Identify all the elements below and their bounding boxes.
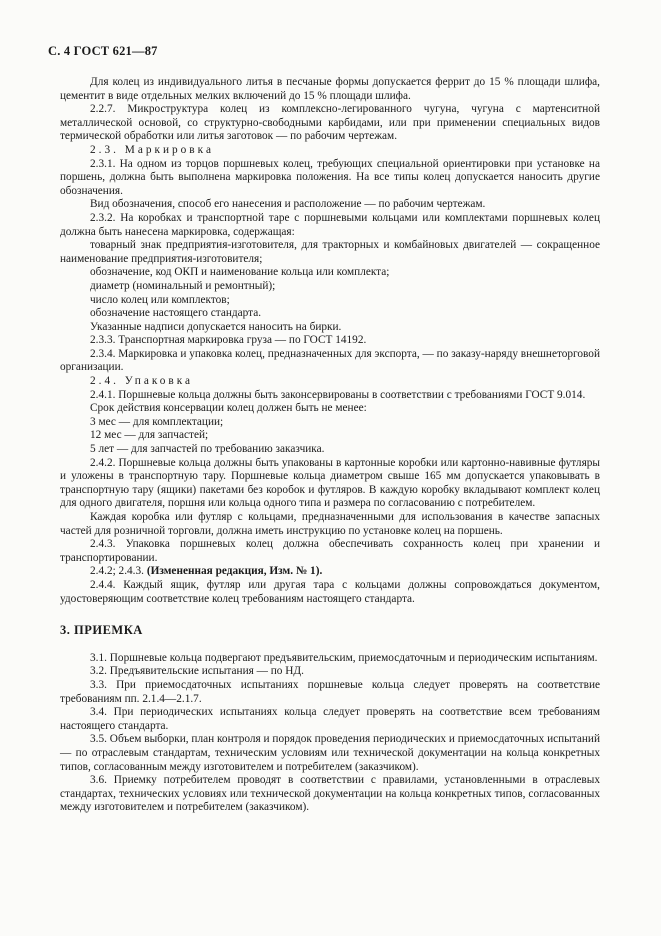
paragraph: 2.2.7. Микроструктура колец из комплексно-легированного чугуна, чугуна с мартенситной металлической основой, со структурно-свободными карбидами, или при применении специальных видов термической обработки или литья заготовок — по рабочим чертежам.	[60, 103, 600, 143]
paragraph: 3.5. Объем выборки, план контроля и порядок проведения периодических и приемосдаточных испытаний — по отраслевым стандартам, техническим условиям или технической документации на кольца конкретных типов, согласованным между изготовителем и потребителем (заказчиком).	[60, 733, 600, 773]
paragraph: число колец или комплектов;	[90, 293, 230, 306]
paragraph: 5 лет — для запчастей по требованию заказчика.	[90, 443, 325, 456]
section-title: 3. ПРИЕМКА	[60, 623, 143, 638]
amendment-label: (Измененная редакция, Изм. № 1).	[146, 565, 323, 578]
paragraph: 3.6. Приемку потребителем проводят в соответствии с правилами, установленными в отраслевых стандартах, технических условиях или технической документации на кольца конкретных типов, согласованных между изготовителем и потребителем (заказчиком).	[60, 774, 600, 814]
paragraph: обозначение, код ОКП и наименование кольца или комплекта;	[90, 266, 390, 279]
paragraph: 2.3.3. Транспортная маркировка груза — по ГОСТ 14192.	[90, 334, 367, 347]
document-body	[60, 76, 600, 815]
paragraph: диаметр (номинальный и ремонтный);	[90, 279, 276, 292]
paragraph: 3.2. Предъявительские испытания — по НД.	[90, 665, 304, 678]
subsection-heading: 2.3. Маркировка	[90, 143, 214, 156]
paragraph: 2.3.1. На одном из торцов поршневых колец, требующих специальной ориентировки при установке на поршень, должна быть выполнена маркировка положения. На все типы колец допускается наносить другие обозначения.	[60, 157, 600, 197]
paragraph: Для колец из индивидуального литья в песчаные формы допускается феррит до 15 % площади шлифа, цементит в виде отдельных мелких включений до 15 % площади шлифа.	[60, 76, 600, 102]
paragraph: Срок действия консервации колец должен быть не менее:	[90, 402, 367, 415]
paragraph: Вид обозначения, способ его нанесения и расположение — по рабочим чертежам.	[90, 198, 486, 211]
paragraph: Указанные надписи допускается наносить на бирки.	[90, 320, 342, 333]
paragraph: 2.4.3. Упаковка поршневых колец должна обеспечивать сохранность колец при хранении и транспортировании.	[60, 538, 600, 564]
paragraph: 2.3.2. На коробках и транспортной таре с поршневыми кольцами или комплектами поршневых колец должна быть нанесена маркировка, содержащая:	[60, 211, 600, 238]
paragraph: 2.4.4. Каждый ящик, футляр или другая тара с кольцами должны сопровождаться документом, удостоверяющим соответствие колец требованиям настоящего стандарта.	[60, 578, 600, 605]
subsection-heading: 2.4. Упаковка	[90, 375, 194, 388]
paragraph: Каждая коробка или футляр с кольцами, предназначенными для использования в качестве запасных частей для розничной торговли, должна иметь инструкцию по установке колец на поршень.	[60, 511, 600, 537]
paragraph: 2.4.2. Поршневые кольца должны быть упакованы в картонные коробки или картонно-навивные футляры и уложены в транспортную тару. Поршневые кольца диаметром свыше 165 мм допускается упаковывать в транспортную тару (ящики) пакетами без коробок и футляров. В каждую коробку вкладывают комплект колец для одного двигателя, поршня или кольца одного типа и размера по согласованию с потребителем.	[60, 456, 600, 510]
paragraph: 3.3. При приемосдаточных испытаниях поршневые кольца следует проверять на соответствие требованиям пп. 2.1.4—2.1.7.	[60, 678, 600, 705]
paragraph: 3 мес — для комплектации;	[90, 415, 224, 428]
amendment-prefix: 2.4.2; 2.4.3.	[90, 565, 147, 578]
paragraph: 3.4. При периодических испытаниях кольца следует проверять на соответствие всем требованиям настоящего стандарта.	[60, 706, 600, 732]
page-header: С. 4 ГОСТ 621—87	[48, 44, 158, 58]
paragraph: 3.1. Поршневые кольца подвергают предъявительским, приемосдаточным и периодическим испытаниям.	[90, 651, 598, 664]
paragraph: 2.4.1. Поршневые кольца должны быть законсервированы в соответствии с требованиями ГОСТ 9.014.	[90, 388, 586, 401]
paragraph: 12 мес — для запчастей;	[90, 429, 209, 442]
amendment-note	[60, 565, 600, 579]
paragraph: 2.3.4. Маркировка и упаковка колец, предназначенных для экспорта, — по заказу-наряду внешнеторговой организации.	[60, 347, 600, 374]
paragraph: обозначение настоящего стандарта.	[90, 307, 262, 320]
paragraph: товарный знак предприятия-изготовителя, для тракторных и комбайновых двигателей — сокращенное наименование предприятия-изготовителя;	[60, 239, 600, 265]
